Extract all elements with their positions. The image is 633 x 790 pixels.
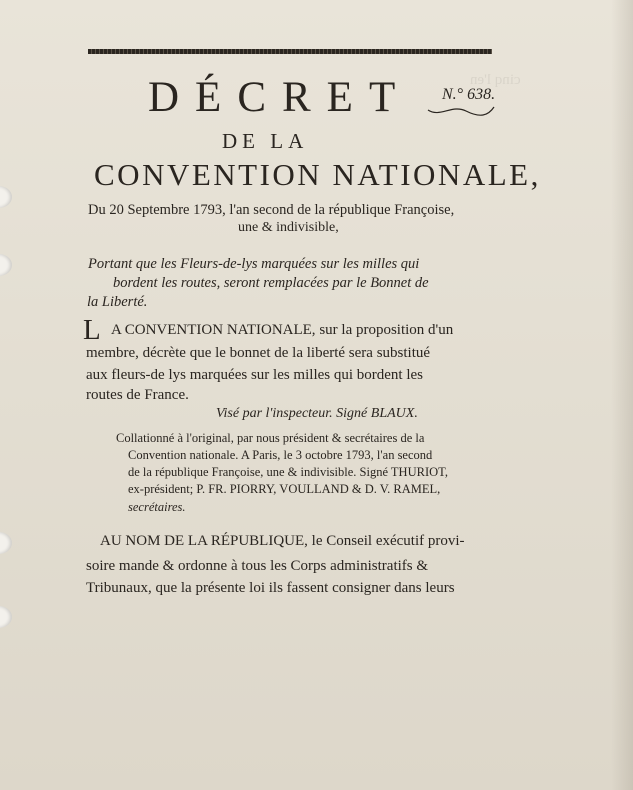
date-line-continued: une & indivisible, [238, 220, 339, 235]
au-nom-lead-text: AU NOM DE LA RÉPUBLIQUE, [100, 533, 308, 549]
top-ornamental-rule [88, 49, 492, 54]
convention-heading: CONVENTION NATIONALE, [94, 157, 541, 192]
au-nom-line: soire mande & ordonne à tous les Corps administratifs & [86, 558, 429, 574]
portant-line: la Liberté. [87, 294, 148, 310]
punch-hole [0, 254, 12, 276]
page-edge-shadow [611, 0, 633, 790]
au-nom-line [100, 533, 465, 550]
date-line: Du 20 Septembre 1793, l'an second de la république Françoise, [88, 202, 455, 218]
collation-line: Collationné à l'original, par nous président & secrétaires de la [116, 431, 425, 445]
vise-line: Visé par l'inspecteur. Signé BLAUX. [216, 406, 418, 421]
portant-line: Portant que les Fleurs-de-lys marquées sur les milles qui [88, 256, 420, 272]
collation-line: ex-président; P. FR. PIORRY, VOULLAND & D. V. RAMEL, [128, 482, 441, 496]
number-flourish [426, 104, 496, 118]
punch-hole [0, 606, 12, 628]
portant-line: bordent les routes, seront remplacées par le Bonnet de [113, 275, 429, 291]
body-line: aux fleurs-de lys marquées sur les milles qui bordent les [86, 367, 424, 383]
body-line: membre, décrète que le bonnet de la liberté sera substitué [86, 345, 431, 361]
body-line-text: sur la proposition d'un [315, 322, 454, 338]
bleed-through-text: cinq l'en [470, 72, 521, 88]
decree-number: N.° 638. [442, 86, 496, 103]
decree-title: DÉCRET [148, 74, 412, 121]
body-lead-text: A CONVENTION NATIONALE, [111, 322, 316, 338]
collation-line: Convention nationale. A Paris, le 3 octobre 1793, l'an second [128, 448, 433, 462]
de-la-heading: DE LA [222, 129, 309, 153]
punch-hole [0, 186, 12, 208]
au-nom-line: Tribunaux, que la présente loi ils fassent consigner dans leurs [86, 580, 455, 596]
drop-initial: L [83, 314, 101, 346]
collation-line: de la république Françoise, une & indivisible. Signé THURIOT, [128, 465, 448, 479]
body-line: routes de France. [86, 387, 189, 403]
au-nom-text: le Conseil exécutif provi- [307, 533, 465, 549]
body-line [111, 322, 453, 339]
collation-line: secrétaires. [128, 500, 186, 514]
punch-hole [0, 532, 12, 554]
